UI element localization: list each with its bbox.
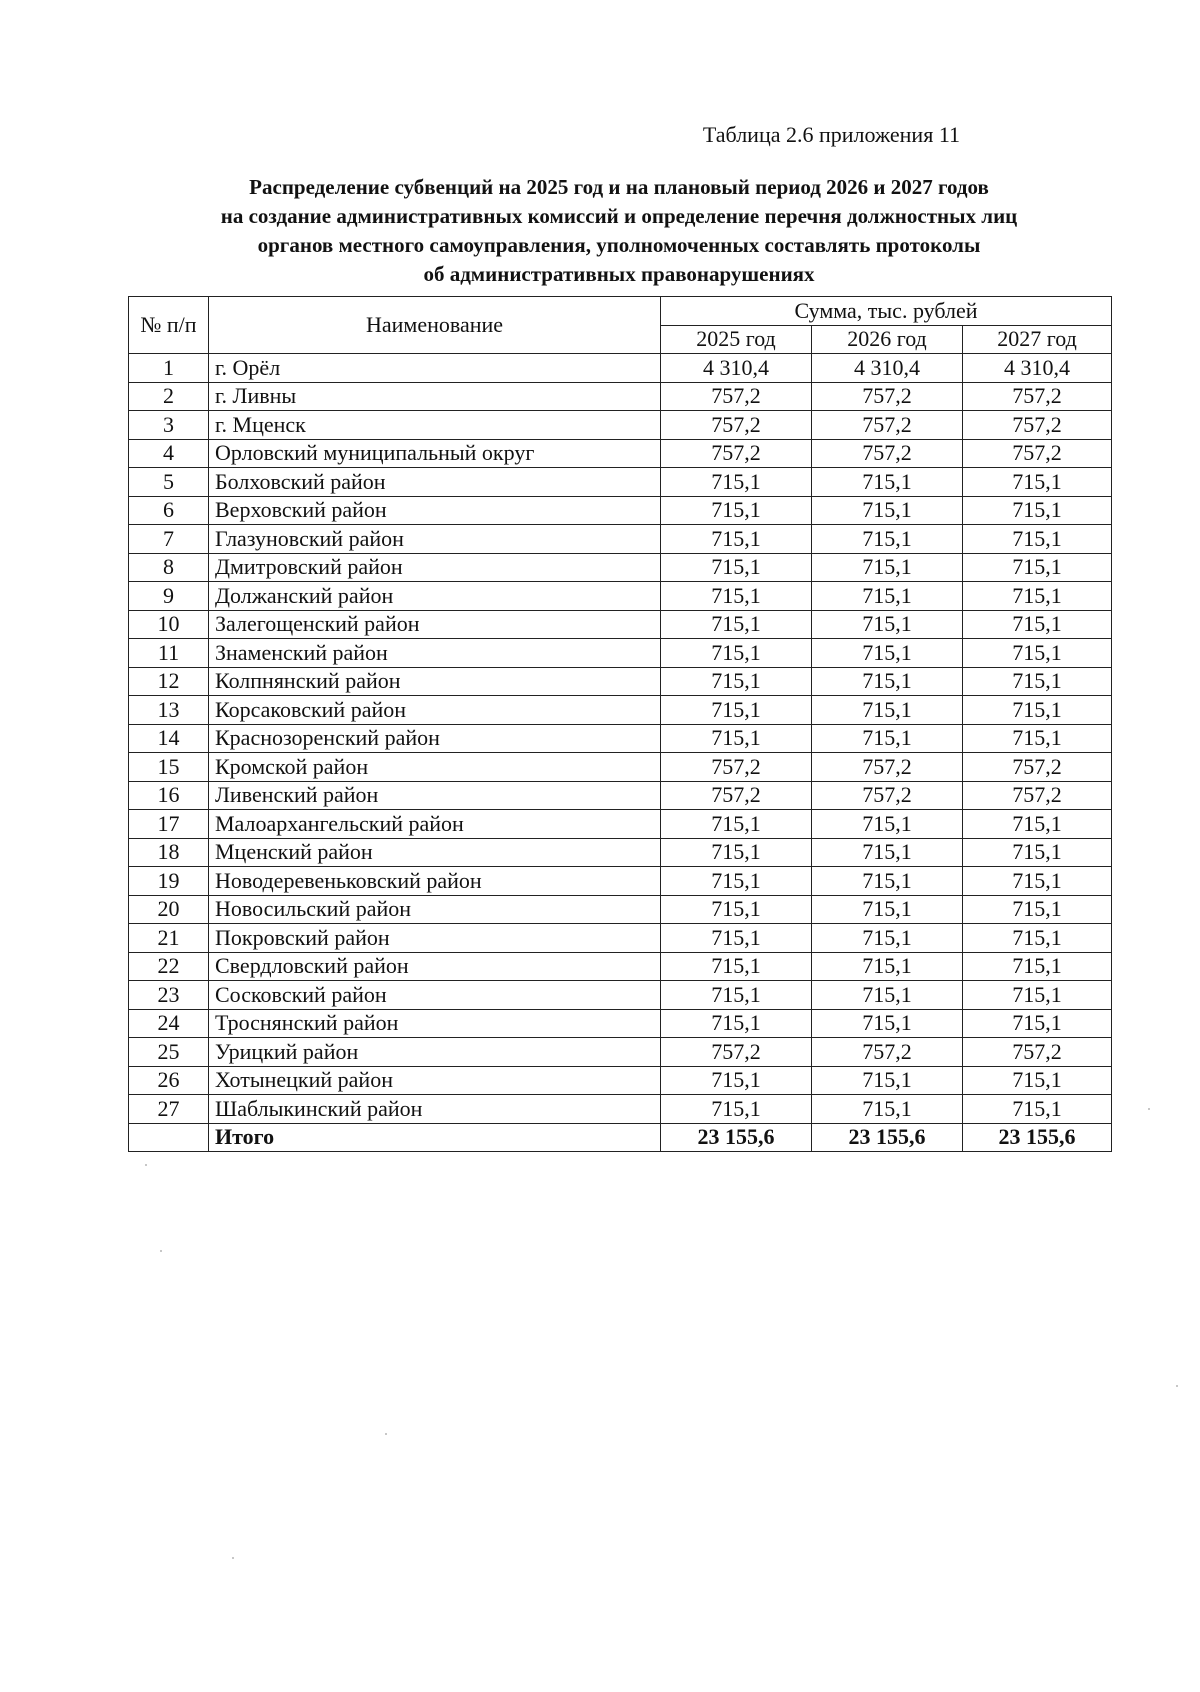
row-value: 757,2 xyxy=(963,439,1112,468)
title-line: Распределение субвенций на 2025 год и на плановый период 2026 и 2027 годов xyxy=(249,175,989,199)
row-name: Новодеревеньковский район xyxy=(209,867,661,896)
row-name: Шаблыкинский район xyxy=(209,1095,661,1124)
row-value: 715,1 xyxy=(661,895,812,924)
row-value: 757,2 xyxy=(963,753,1112,782)
row-value: 715,1 xyxy=(812,525,963,554)
row-value: 757,2 xyxy=(963,411,1112,440)
title-line: органов местного самоуправления, уполномоченных составлять протоколы xyxy=(257,233,981,257)
row-number: 3 xyxy=(129,411,209,440)
row-name: г. Ливны xyxy=(209,382,661,411)
row-value: 715,1 xyxy=(963,981,1112,1010)
row-value: 715,1 xyxy=(812,838,963,867)
table-reference: Таблица 2.6 приложения 11 xyxy=(702,122,960,147)
row-value: 715,1 xyxy=(963,1066,1112,1095)
row-value: 715,1 xyxy=(963,1009,1112,1038)
row-value: 757,2 xyxy=(661,1038,812,1067)
table-row xyxy=(129,354,1112,383)
row-number: 21 xyxy=(129,924,209,953)
row-value: 715,1 xyxy=(963,496,1112,525)
row-value: 757,2 xyxy=(963,1038,1112,1067)
table-row xyxy=(129,667,1112,696)
row-number: 26 xyxy=(129,1066,209,1095)
row-value: 715,1 xyxy=(812,667,963,696)
row-number: 4 xyxy=(129,439,209,468)
row-name: г. Мценск xyxy=(209,411,661,440)
table-row xyxy=(129,867,1112,896)
row-number: 24 xyxy=(129,1009,209,1038)
row-value: 715,1 xyxy=(661,867,812,896)
row-value: 715,1 xyxy=(812,924,963,953)
row-value: 757,2 xyxy=(963,382,1112,411)
row-name: Новосильский район xyxy=(209,895,661,924)
table-row xyxy=(129,895,1112,924)
scan-speck xyxy=(160,1250,162,1252)
row-value: 757,2 xyxy=(812,753,963,782)
row-value: 757,2 xyxy=(812,1038,963,1067)
row-value: 715,1 xyxy=(812,895,963,924)
row-value: 715,1 xyxy=(812,553,963,582)
table-row xyxy=(129,411,1112,440)
row-value: 715,1 xyxy=(661,468,812,497)
row-value: 715,1 xyxy=(963,696,1112,725)
table-row xyxy=(129,810,1112,839)
row-name: Колпнянский район xyxy=(209,667,661,696)
scan-speck xyxy=(145,1164,147,1166)
row-value: 715,1 xyxy=(661,553,812,582)
row-number: 1 xyxy=(129,354,209,383)
table-row xyxy=(129,553,1112,582)
table-row xyxy=(129,981,1112,1010)
title-line: на создание административных комиссий и определение перечня должностных лиц xyxy=(220,204,1018,228)
row-number: 20 xyxy=(129,895,209,924)
total-value: 23 155,6 xyxy=(812,1123,963,1152)
row-value: 757,2 xyxy=(812,382,963,411)
row-value: 757,2 xyxy=(661,753,812,782)
row-name: Залегощенский район xyxy=(209,610,661,639)
row-name: Ливенский район xyxy=(209,781,661,810)
row-value: 715,1 xyxy=(963,582,1112,611)
row-value: 715,1 xyxy=(812,724,963,753)
row-name: Малоархангельский район xyxy=(209,810,661,839)
row-value: 715,1 xyxy=(963,468,1112,497)
table-row xyxy=(129,724,1112,753)
row-value: 715,1 xyxy=(661,496,812,525)
row-value: 715,1 xyxy=(661,610,812,639)
row-value: 715,1 xyxy=(963,924,1112,953)
row-value: 4 310,4 xyxy=(963,354,1112,383)
table-row xyxy=(129,439,1112,468)
row-value: 715,1 xyxy=(812,867,963,896)
row-value: 715,1 xyxy=(963,867,1112,896)
table-row xyxy=(129,496,1112,525)
row-value: 715,1 xyxy=(661,1095,812,1124)
total-number-cell xyxy=(129,1123,209,1152)
table-row xyxy=(129,639,1112,668)
row-value: 715,1 xyxy=(661,1009,812,1038)
row-value: 715,1 xyxy=(661,582,812,611)
row-number: 15 xyxy=(129,753,209,782)
row-number: 22 xyxy=(129,952,209,981)
header-number: № п/п xyxy=(129,297,209,354)
total-value: 23 155,6 xyxy=(963,1123,1112,1152)
row-number: 25 xyxy=(129,1038,209,1067)
row-value: 715,1 xyxy=(963,1095,1112,1124)
row-number: 2 xyxy=(129,382,209,411)
row-value: 715,1 xyxy=(812,981,963,1010)
row-value: 715,1 xyxy=(812,952,963,981)
table-row xyxy=(129,610,1112,639)
row-name: Хотынецкий район xyxy=(209,1066,661,1095)
table-row xyxy=(129,1095,1112,1124)
row-number: 10 xyxy=(129,610,209,639)
table-row xyxy=(129,781,1112,810)
row-value: 715,1 xyxy=(963,525,1112,554)
table-row xyxy=(129,838,1112,867)
table-row xyxy=(129,1009,1112,1038)
row-value: 757,2 xyxy=(812,411,963,440)
row-name: Урицкий район xyxy=(209,1038,661,1067)
row-value: 715,1 xyxy=(963,667,1112,696)
row-number: 18 xyxy=(129,838,209,867)
table-row xyxy=(129,1038,1112,1067)
row-name: Свердловский район xyxy=(209,952,661,981)
row-value: 715,1 xyxy=(812,610,963,639)
row-value: 715,1 xyxy=(661,525,812,554)
row-value: 715,1 xyxy=(661,952,812,981)
row-value: 715,1 xyxy=(812,1009,963,1038)
row-value: 715,1 xyxy=(963,952,1112,981)
header-year-2025: 2025 год xyxy=(661,325,812,354)
row-name: Краснозоренский район xyxy=(209,724,661,753)
header-sum: Сумма, тыс. рублей xyxy=(661,297,1112,326)
row-value: 757,2 xyxy=(812,439,963,468)
row-value: 715,1 xyxy=(963,553,1112,582)
row-value: 715,1 xyxy=(812,1095,963,1124)
row-value: 715,1 xyxy=(963,724,1112,753)
total-row xyxy=(129,1123,1112,1152)
row-name: Орловский муниципальный округ xyxy=(209,439,661,468)
row-number: 19 xyxy=(129,867,209,896)
row-number: 23 xyxy=(129,981,209,1010)
table-row xyxy=(129,924,1112,953)
row-name: г. Орёл xyxy=(209,354,661,383)
row-number: 14 xyxy=(129,724,209,753)
table-row xyxy=(129,382,1112,411)
table-row xyxy=(129,1066,1112,1095)
row-name: Покровский район xyxy=(209,924,661,953)
row-value: 715,1 xyxy=(812,639,963,668)
row-value: 715,1 xyxy=(661,724,812,753)
table-row xyxy=(129,753,1112,782)
row-value: 757,2 xyxy=(661,411,812,440)
row-name: Мценский район xyxy=(209,838,661,867)
row-number: 7 xyxy=(129,525,209,554)
row-value: 715,1 xyxy=(963,639,1112,668)
table-row xyxy=(129,582,1112,611)
row-value: 757,2 xyxy=(661,781,812,810)
document-title xyxy=(128,173,1110,289)
subventions-table xyxy=(128,296,1112,1152)
scan-speck xyxy=(232,1557,234,1559)
row-value: 757,2 xyxy=(812,781,963,810)
row-value: 715,1 xyxy=(661,1066,812,1095)
row-value: 715,1 xyxy=(812,1066,963,1095)
row-number: 8 xyxy=(129,553,209,582)
scan-speck xyxy=(385,1433,387,1435)
row-name: Должанский район xyxy=(209,582,661,611)
row-number: 5 xyxy=(129,468,209,497)
row-name: Знаменский район xyxy=(209,639,661,668)
row-value: 715,1 xyxy=(661,810,812,839)
row-number: 27 xyxy=(129,1095,209,1124)
row-value: 4 310,4 xyxy=(812,354,963,383)
row-name: Кромской район xyxy=(209,753,661,782)
table-row xyxy=(129,525,1112,554)
row-value: 715,1 xyxy=(661,696,812,725)
header-year-2027: 2027 год xyxy=(963,325,1112,354)
row-value: 715,1 xyxy=(661,667,812,696)
row-value: 715,1 xyxy=(661,924,812,953)
table-row xyxy=(129,468,1112,497)
row-name: Сосковский район xyxy=(209,981,661,1010)
row-value: 715,1 xyxy=(812,810,963,839)
row-value: 715,1 xyxy=(812,582,963,611)
row-value: 757,2 xyxy=(661,382,812,411)
row-value: 715,1 xyxy=(661,838,812,867)
row-name: Дмитровский район xyxy=(209,553,661,582)
row-value: 715,1 xyxy=(661,981,812,1010)
row-value: 757,2 xyxy=(963,781,1112,810)
header-name: Наименование xyxy=(209,297,661,354)
row-number: 9 xyxy=(129,582,209,611)
row-number: 13 xyxy=(129,696,209,725)
row-value: 715,1 xyxy=(963,838,1112,867)
scan-speck xyxy=(1176,1385,1178,1387)
header-year-2026: 2026 год xyxy=(812,325,963,354)
table-body xyxy=(129,354,1112,1152)
row-number: 16 xyxy=(129,781,209,810)
table-row xyxy=(129,696,1112,725)
scan-speck xyxy=(1148,1108,1150,1110)
row-number: 11 xyxy=(129,639,209,668)
row-number: 6 xyxy=(129,496,209,525)
title-line: об административных правонарушениях xyxy=(423,262,815,286)
row-value: 715,1 xyxy=(812,468,963,497)
total-label: Итого xyxy=(209,1123,661,1152)
row-name: Троснянский район xyxy=(209,1009,661,1038)
row-value: 757,2 xyxy=(661,439,812,468)
row-name: Глазуновский район xyxy=(209,525,661,554)
row-value: 4 310,4 xyxy=(661,354,812,383)
row-value: 715,1 xyxy=(963,610,1112,639)
row-name: Болховский район xyxy=(209,468,661,497)
row-name: Корсаковский район xyxy=(209,696,661,725)
row-name: Верховский район xyxy=(209,496,661,525)
row-number: 17 xyxy=(129,810,209,839)
row-value: 715,1 xyxy=(812,696,963,725)
total-value: 23 155,6 xyxy=(661,1123,812,1152)
table-row xyxy=(129,952,1112,981)
row-number: 12 xyxy=(129,667,209,696)
row-value: 715,1 xyxy=(963,895,1112,924)
row-value: 715,1 xyxy=(963,810,1112,839)
row-value: 715,1 xyxy=(661,639,812,668)
row-value: 715,1 xyxy=(812,496,963,525)
